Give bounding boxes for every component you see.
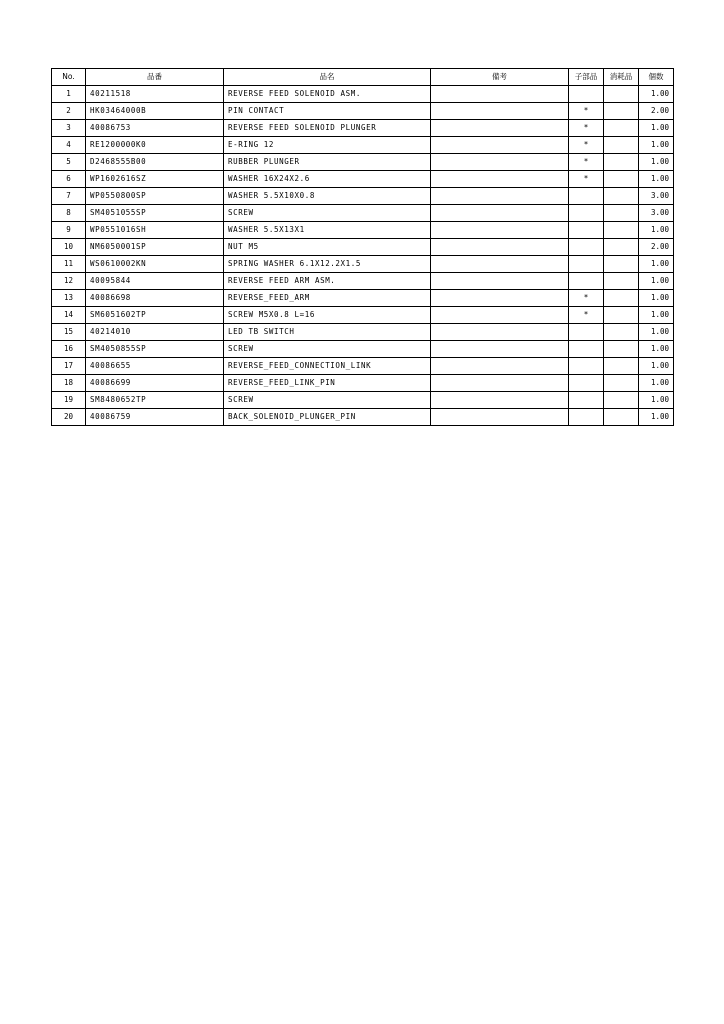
row-number-cell: 9 bbox=[52, 222, 86, 239]
table-row bbox=[52, 273, 674, 290]
quantity-cell: 3.00 bbox=[639, 205, 674, 222]
table-row bbox=[52, 120, 674, 137]
consumable-mark-cell bbox=[604, 171, 639, 188]
table-row bbox=[52, 222, 674, 239]
table-row bbox=[52, 256, 674, 273]
quantity-cell: 1.00 bbox=[639, 171, 674, 188]
sub-part-mark-cell bbox=[569, 324, 604, 341]
header-consumable: 消耗品 bbox=[604, 69, 639, 86]
part-number-cell: 40086753 bbox=[86, 120, 224, 137]
part-name-cell: SCREW bbox=[224, 392, 431, 409]
quantity-cell: 1.00 bbox=[639, 375, 674, 392]
part-number-cell: 40086698 bbox=[86, 290, 224, 307]
sub-part-mark-cell: * bbox=[569, 290, 604, 307]
remarks-cell bbox=[431, 392, 569, 409]
remarks-cell bbox=[431, 188, 569, 205]
header-part-number: 品番 bbox=[86, 69, 224, 86]
remarks-cell bbox=[431, 375, 569, 392]
consumable-mark-cell bbox=[604, 239, 639, 256]
part-name-cell: REVERSE FEED ARM ASM. bbox=[224, 273, 431, 290]
remarks-cell bbox=[431, 273, 569, 290]
part-name-cell: E-RING 12 bbox=[224, 137, 431, 154]
quantity-cell: 1.00 bbox=[639, 120, 674, 137]
table-row bbox=[52, 307, 674, 324]
consumable-mark-cell bbox=[604, 256, 639, 273]
table-row bbox=[52, 137, 674, 154]
sub-part-mark-cell: * bbox=[569, 307, 604, 324]
part-number-cell: RE1200000K0 bbox=[86, 137, 224, 154]
sub-part-mark-cell: * bbox=[569, 103, 604, 120]
consumable-mark-cell bbox=[604, 273, 639, 290]
part-number-cell: HK03464000B bbox=[86, 103, 224, 120]
sub-part-mark-cell bbox=[569, 188, 604, 205]
consumable-mark-cell bbox=[604, 409, 639, 426]
sub-part-mark-cell bbox=[569, 222, 604, 239]
row-number-cell: 19 bbox=[52, 392, 86, 409]
sub-part-mark-cell bbox=[569, 358, 604, 375]
consumable-mark-cell bbox=[604, 392, 639, 409]
part-name-cell: WASHER 16X24X2.6 bbox=[224, 171, 431, 188]
part-number-cell: D2468555B00 bbox=[86, 154, 224, 171]
table-row bbox=[52, 171, 674, 188]
row-number-cell: 6 bbox=[52, 171, 86, 188]
table-row bbox=[52, 375, 674, 392]
remarks-cell bbox=[431, 205, 569, 222]
consumable-mark-cell bbox=[604, 341, 639, 358]
table-row bbox=[52, 358, 674, 375]
row-number-cell: 3 bbox=[52, 120, 86, 137]
quantity-cell: 1.00 bbox=[639, 341, 674, 358]
part-number-cell: 40095844 bbox=[86, 273, 224, 290]
part-name-cell: SCREW bbox=[224, 205, 431, 222]
part-name-cell: NUT M5 bbox=[224, 239, 431, 256]
sub-part-mark-cell bbox=[569, 409, 604, 426]
row-number-cell: 2 bbox=[52, 103, 86, 120]
table-row bbox=[52, 324, 674, 341]
row-number-cell: 8 bbox=[52, 205, 86, 222]
remarks-cell bbox=[431, 222, 569, 239]
part-number-cell: NM6050001SP bbox=[86, 239, 224, 256]
sub-part-mark-cell bbox=[569, 205, 604, 222]
quantity-cell: 1.00 bbox=[639, 222, 674, 239]
part-name-cell: REVERSE_FEED_LINK_PIN bbox=[224, 375, 431, 392]
table-row bbox=[52, 205, 674, 222]
quantity-cell: 2.00 bbox=[639, 103, 674, 120]
table-row bbox=[52, 239, 674, 256]
part-name-cell: SPRING WASHER 6.1X12.2X1.5 bbox=[224, 256, 431, 273]
quantity-cell: 2.00 bbox=[639, 239, 674, 256]
remarks-cell bbox=[431, 171, 569, 188]
table-row bbox=[52, 290, 674, 307]
table-header-row bbox=[52, 69, 674, 86]
quantity-cell: 1.00 bbox=[639, 137, 674, 154]
part-number-cell: SM4051055SP bbox=[86, 205, 224, 222]
sub-part-mark-cell: * bbox=[569, 171, 604, 188]
remarks-cell bbox=[431, 290, 569, 307]
header-quantity: 個数 bbox=[639, 69, 674, 86]
consumable-mark-cell bbox=[604, 324, 639, 341]
part-name-cell: REVERSE FEED SOLENOID PLUNGER bbox=[224, 120, 431, 137]
header-part-name: 品名 bbox=[224, 69, 431, 86]
row-number-cell: 4 bbox=[52, 137, 86, 154]
part-number-cell: 40086759 bbox=[86, 409, 224, 426]
row-number-cell: 12 bbox=[52, 273, 86, 290]
row-number-cell: 20 bbox=[52, 409, 86, 426]
quantity-cell: 3.00 bbox=[639, 188, 674, 205]
remarks-cell bbox=[431, 358, 569, 375]
part-number-cell: SM4050855SP bbox=[86, 341, 224, 358]
remarks-cell bbox=[431, 324, 569, 341]
quantity-cell: 1.00 bbox=[639, 86, 674, 103]
row-number-cell: 10 bbox=[52, 239, 86, 256]
table-row bbox=[52, 409, 674, 426]
remarks-cell bbox=[431, 154, 569, 171]
table-row bbox=[52, 86, 674, 103]
sub-part-mark-cell: * bbox=[569, 137, 604, 154]
sub-part-mark-cell bbox=[569, 341, 604, 358]
remarks-cell bbox=[431, 86, 569, 103]
sub-part-mark-cell bbox=[569, 86, 604, 103]
row-number-cell: 1 bbox=[52, 86, 86, 103]
consumable-mark-cell bbox=[604, 205, 639, 222]
part-name-cell: REVERSE FEED SOLENOID ASM. bbox=[224, 86, 431, 103]
table-row bbox=[52, 154, 674, 171]
row-number-cell: 16 bbox=[52, 341, 86, 358]
row-number-cell: 14 bbox=[52, 307, 86, 324]
table-row bbox=[52, 341, 674, 358]
quantity-cell: 1.00 bbox=[639, 290, 674, 307]
quantity-cell: 1.00 bbox=[639, 307, 674, 324]
quantity-cell: 1.00 bbox=[639, 256, 674, 273]
sub-part-mark-cell bbox=[569, 239, 604, 256]
part-name-cell: WASHER 5.5X13X1 bbox=[224, 222, 431, 239]
row-number-cell: 11 bbox=[52, 256, 86, 273]
remarks-cell bbox=[431, 103, 569, 120]
part-number-cell: SM6051602TP bbox=[86, 307, 224, 324]
quantity-cell: 1.00 bbox=[639, 409, 674, 426]
consumable-mark-cell bbox=[604, 222, 639, 239]
consumable-mark-cell bbox=[604, 103, 639, 120]
part-name-cell: RUBBER PLUNGER bbox=[224, 154, 431, 171]
consumable-mark-cell bbox=[604, 290, 639, 307]
header-sub-part: 子部品 bbox=[569, 69, 604, 86]
quantity-cell: 1.00 bbox=[639, 392, 674, 409]
consumable-mark-cell bbox=[604, 375, 639, 392]
part-number-cell: 40211518 bbox=[86, 86, 224, 103]
consumable-mark-cell bbox=[604, 358, 639, 375]
part-number-cell: WP1602616SZ bbox=[86, 171, 224, 188]
sub-part-mark-cell: * bbox=[569, 154, 604, 171]
part-name-cell: WASHER 5.5X10X0.8 bbox=[224, 188, 431, 205]
quantity-cell: 1.00 bbox=[639, 154, 674, 171]
remarks-cell bbox=[431, 307, 569, 324]
table-row bbox=[52, 188, 674, 205]
part-name-cell: SCREW M5X0.8 L=16 bbox=[224, 307, 431, 324]
quantity-cell: 1.00 bbox=[639, 358, 674, 375]
consumable-mark-cell bbox=[604, 120, 639, 137]
row-number-cell: 13 bbox=[52, 290, 86, 307]
header-remarks: 備考 bbox=[431, 69, 569, 86]
remarks-cell bbox=[431, 409, 569, 426]
part-name-cell: REVERSE_FEED_CONNECTION_LINK bbox=[224, 358, 431, 375]
row-number-cell: 17 bbox=[52, 358, 86, 375]
row-number-cell: 15 bbox=[52, 324, 86, 341]
header-no: No. bbox=[52, 69, 86, 86]
parts-list-table bbox=[51, 68, 674, 426]
quantity-cell: 1.00 bbox=[639, 273, 674, 290]
sub-part-mark-cell bbox=[569, 375, 604, 392]
consumable-mark-cell bbox=[604, 86, 639, 103]
remarks-cell bbox=[431, 239, 569, 256]
consumable-mark-cell bbox=[604, 188, 639, 205]
sub-part-mark-cell bbox=[569, 273, 604, 290]
row-number-cell: 5 bbox=[52, 154, 86, 171]
table-row bbox=[52, 103, 674, 120]
remarks-cell bbox=[431, 341, 569, 358]
consumable-mark-cell bbox=[604, 137, 639, 154]
part-number-cell: WP0551016SH bbox=[86, 222, 224, 239]
table-row bbox=[52, 392, 674, 409]
part-name-cell: REVERSE_FEED_ARM bbox=[224, 290, 431, 307]
part-name-cell: BACK_SOLENOID_PLUNGER_PIN bbox=[224, 409, 431, 426]
consumable-mark-cell bbox=[604, 154, 639, 171]
sub-part-mark-cell bbox=[569, 256, 604, 273]
sub-part-mark-cell: * bbox=[569, 120, 604, 137]
remarks-cell bbox=[431, 120, 569, 137]
part-number-cell: 40086655 bbox=[86, 358, 224, 375]
row-number-cell: 18 bbox=[52, 375, 86, 392]
remarks-cell bbox=[431, 256, 569, 273]
part-number-cell: 40086699 bbox=[86, 375, 224, 392]
parts-table-body bbox=[52, 86, 674, 426]
part-name-cell: LED TB SWITCH bbox=[224, 324, 431, 341]
remarks-cell bbox=[431, 137, 569, 154]
quantity-cell: 1.00 bbox=[639, 324, 674, 341]
part-number-cell: SM8480652TP bbox=[86, 392, 224, 409]
part-number-cell: 40214010 bbox=[86, 324, 224, 341]
part-name-cell: PIN CONTACT bbox=[224, 103, 431, 120]
part-number-cell: WS0610002KN bbox=[86, 256, 224, 273]
part-name-cell: SCREW bbox=[224, 341, 431, 358]
row-number-cell: 7 bbox=[52, 188, 86, 205]
sub-part-mark-cell bbox=[569, 392, 604, 409]
part-number-cell: WP0550800SP bbox=[86, 188, 224, 205]
consumable-mark-cell bbox=[604, 307, 639, 324]
